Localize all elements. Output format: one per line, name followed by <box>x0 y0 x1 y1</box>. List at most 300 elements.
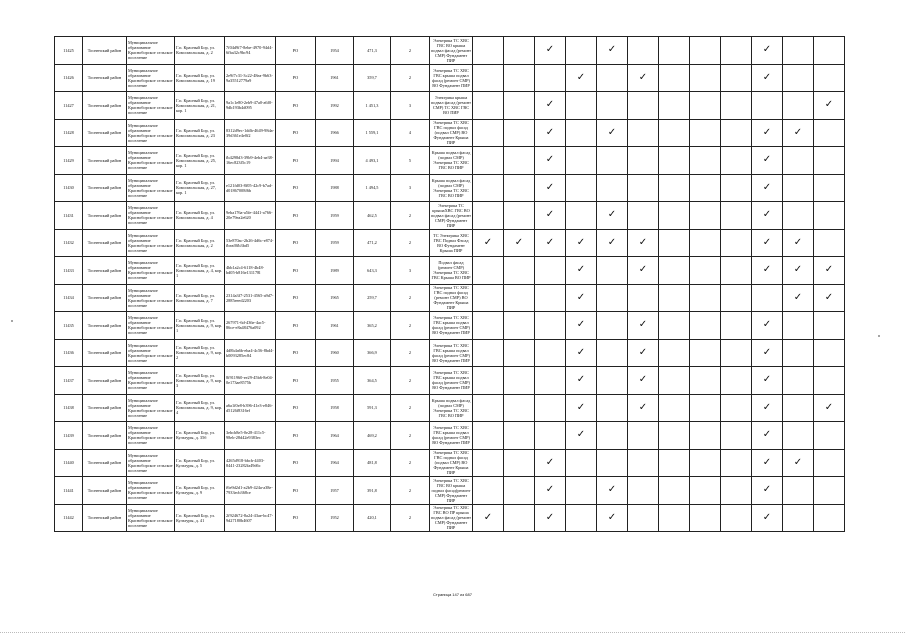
check-cell <box>473 284 504 312</box>
page-footer: Страница 147 из 687 <box>433 592 472 597</box>
check-mark-icon: ✓ <box>762 126 772 138</box>
district-cell: Тосненский район <box>83 174 127 202</box>
row-number-cell: 11439 <box>55 422 83 450</box>
check-cell <box>721 367 752 395</box>
district-cell: Тосненский район <box>83 284 127 312</box>
check-cell <box>659 449 690 477</box>
year-cell: 1959 <box>316 202 354 230</box>
works-cell: Электрика крыша подвал фасад (ремонт СМР) ТС ХВС ГВС ВО ПИР <box>430 92 473 120</box>
check-cell <box>473 477 504 505</box>
works-cell: Электрика ТС ХВС ГВС ВО крыша подвал фасад (ремонт СМР) Фундамент ПИР <box>431 37 471 63</box>
check-cell <box>504 37 535 65</box>
check-cell <box>690 477 721 505</box>
check-cell <box>659 477 690 505</box>
check-cell <box>783 422 814 450</box>
check-cell <box>752 312 783 340</box>
address-cell: Г.п. Красный Бор, ул. Комсомольская, д. 27, кор. 1 <box>175 174 225 202</box>
check-cell <box>504 312 535 340</box>
fias-id-cell: 4d8b4a6b-eba4-4c56-8bd4-b0093285ec84 <box>225 339 276 367</box>
floors-cell: 2 <box>391 64 430 92</box>
check-cell <box>690 504 721 532</box>
check-cell <box>814 229 845 257</box>
table-row <box>55 284 845 312</box>
fias-id-cell: 2f924672-8a24-43ae-bc47-9d27180b4607 <box>225 504 276 532</box>
year-cell: 1966 <box>316 119 354 147</box>
row-number-cell: 11433 <box>55 257 83 285</box>
year-cell: 1961 <box>316 64 354 92</box>
check-cell <box>659 257 690 285</box>
table-row <box>55 504 845 532</box>
owner-cell: Муниципальное образование Красноборское сельское поселение <box>127 119 175 147</box>
floors-cell: 3 <box>391 174 430 202</box>
table-row <box>55 92 845 120</box>
check-cell <box>814 202 845 230</box>
year-cell: 1958 <box>316 394 354 422</box>
check-cell <box>814 339 845 367</box>
check-cell <box>628 119 659 147</box>
check-mark-icon: ✓ <box>638 71 648 83</box>
fias-id-cell: 8312d9ec-1ddb-4649-98da-39d361e4e0f2 <box>225 119 276 147</box>
fias-id-cell: f6e9d2d1-a2b9-424a-a38e-7933ecb368ce <box>225 477 276 505</box>
row-number-cell: 11428 <box>55 119 83 147</box>
check-cell <box>690 449 721 477</box>
check-cell <box>721 202 752 230</box>
check-cell <box>659 394 690 422</box>
area-cell: 643,3 <box>354 257 391 285</box>
area-cell: 1 494,5 <box>354 174 391 202</box>
check-cell <box>473 367 504 395</box>
check-mark-icon: ✓ <box>762 264 772 276</box>
owner-cell: Муниципальное образование Красноборское сельское поселение <box>127 284 175 312</box>
type-cell: РО <box>276 394 316 422</box>
table-row <box>55 339 845 367</box>
check-mark-icon: ✓ <box>545 209 555 221</box>
floors-cell: 2 <box>391 202 430 230</box>
check-cell <box>721 449 752 477</box>
check-cell <box>597 229 628 257</box>
check-mark-icon: ✓ <box>607 484 617 496</box>
table-row <box>55 37 845 65</box>
check-mark-icon: ✓ <box>576 71 586 83</box>
check-cell <box>504 339 535 367</box>
check-cell <box>473 257 504 285</box>
works-cell: Электрика ТС ХВС ГВС крыша подвал фасад (ремонт СМР) ВО Фундамент ПИР <box>430 64 473 92</box>
district-cell: Тосненский район <box>83 339 127 367</box>
check-cell <box>659 92 690 120</box>
check-mark-icon: ✓ <box>793 236 803 248</box>
district-cell: Тосненский район <box>83 394 127 422</box>
check-mark-icon: ✓ <box>638 319 648 331</box>
year-cell: 1959 <box>316 229 354 257</box>
area-cell: 462,5 <box>354 202 391 230</box>
year-cell: 1960 <box>316 339 354 367</box>
check-cell <box>721 477 752 505</box>
check-cell <box>628 202 659 230</box>
check-mark-icon: ✓ <box>824 99 834 111</box>
check-cell <box>473 312 504 340</box>
check-cell <box>690 257 721 285</box>
works-cell: Электрика ТС ХВС ГВС ВО крыша подвал фасад(ремонт СМР) Фундамент ПИР <box>430 477 473 505</box>
floors-cell: 2 <box>391 37 430 65</box>
works-cell: Электрика ТС ХВС ГВС подвал фасад (ремонт СМР) ВО Фундамент Крыша ПИР <box>430 284 473 312</box>
row-number-cell: 11436 <box>55 339 83 367</box>
address-cell: Г.п. Красный Бор, ул. Комсомольская, д. 4 <box>175 202 225 230</box>
table-row <box>55 312 845 340</box>
check-cell <box>597 147 628 175</box>
check-cell <box>597 477 628 505</box>
check-cell <box>597 394 628 422</box>
check-cell <box>783 477 814 505</box>
owner-cell: Муниципальное образование Красноборское сельское поселение <box>127 504 175 532</box>
year-cell: 1955 <box>316 367 354 395</box>
check-cell <box>473 202 504 230</box>
check-cell <box>535 64 566 92</box>
check-mark-icon: ✓ <box>793 291 803 303</box>
check-cell <box>783 449 814 477</box>
floors-cell: 3 <box>391 257 430 285</box>
check-cell <box>597 119 628 147</box>
check-cell <box>659 339 690 367</box>
check-cell <box>566 147 597 175</box>
owner-cell: Муниципальное образование Красноборское сельское поселение <box>127 202 175 230</box>
check-cell <box>690 422 721 450</box>
owner-cell: Муниципальное образование Красноборское сельское поселение <box>127 257 175 285</box>
check-mark-icon: ✓ <box>545 181 555 193</box>
check-mark-icon: ✓ <box>638 346 648 358</box>
check-cell <box>628 312 659 340</box>
check-cell <box>814 394 845 422</box>
check-cell <box>566 202 597 230</box>
check-cell <box>566 284 597 312</box>
address-cell: Г.п. Красный Бор, ул. Комсомольская, д. 25, кор. 1 <box>175 147 225 175</box>
check-cell <box>566 312 597 340</box>
district-cell: Тосненский район <box>83 147 127 175</box>
check-cell <box>783 284 814 312</box>
check-cell <box>597 367 628 395</box>
check-cell <box>752 339 783 367</box>
address-cell: Г.п. Красный Бор, ул. Комсомольская, д. 9, кор. 4 <box>175 394 225 422</box>
address-cell: Г.п. Красный Бор, ул. Комсомольская, д. 9, кор. 1 <box>175 312 225 340</box>
check-cell <box>597 257 628 285</box>
check-cell <box>721 92 752 120</box>
check-cell <box>659 174 690 202</box>
year-cell: 1988 <box>316 174 354 202</box>
area-cell: 365,2 <box>354 312 391 340</box>
check-cell <box>597 449 628 477</box>
area-cell: 469,2 <box>354 422 391 450</box>
check-cell <box>566 174 597 202</box>
floors-cell: 2 <box>391 367 430 395</box>
check-cell <box>721 504 752 532</box>
check-cell <box>535 449 566 477</box>
works-cell: Электрика ТС ХВС ГВС подвал фасад (подвал СМР) ВО Фундамент Крыша ПИР <box>430 449 473 477</box>
check-mark-icon: ✓ <box>762 429 772 441</box>
area-cell: 391,8 <box>354 477 391 505</box>
fias-id-cell: 53e870ac-2b26-4d6c-e874-fbeaf0fb3bd5 <box>225 229 276 257</box>
works-cell: Электрика ТС ХВС ГВС крыша подвал фасад (ремонт СМР) ВО Фундамент ПИР <box>430 422 473 450</box>
check-cell <box>504 477 535 505</box>
type-cell: РО <box>276 284 316 312</box>
row-number-cell: 11440 <box>55 449 83 477</box>
check-mark-icon: ✓ <box>545 126 555 138</box>
check-mark-icon: ✓ <box>545 456 555 468</box>
row-number-cell: 11430 <box>55 174 83 202</box>
check-cell <box>597 339 628 367</box>
type-cell: РО <box>276 37 316 65</box>
check-cell <box>628 229 659 257</box>
table-row <box>55 229 845 257</box>
check-cell <box>659 37 690 65</box>
check-cell <box>690 312 721 340</box>
check-cell <box>690 284 721 312</box>
check-cell <box>783 37 814 65</box>
check-cell <box>535 202 566 230</box>
check-cell <box>628 174 659 202</box>
check-mark-icon: ✓ <box>824 291 834 303</box>
row-number-cell: 11425 <box>55 37 83 65</box>
type-cell: РО <box>276 449 316 477</box>
check-cell <box>504 202 535 230</box>
check-cell <box>690 119 721 147</box>
check-mark-icon: ✓ <box>607 236 617 248</box>
check-cell <box>690 37 721 65</box>
check-cell <box>752 202 783 230</box>
check-cell <box>473 147 504 175</box>
fias-id-cell: 4265d918-bbcb-4403-8441-23282fa49d6c <box>225 449 276 477</box>
district-cell: Тосненский район <box>83 202 127 230</box>
check-cell <box>814 449 845 477</box>
address-cell: Г.п. Красный Бор, ул. Комсомольская, д. 19 <box>175 64 225 92</box>
check-cell <box>721 257 752 285</box>
check-mark-icon: ✓ <box>576 236 586 248</box>
year-cell: 1957 <box>316 477 354 505</box>
check-mark-icon: ✓ <box>545 154 555 166</box>
check-mark-icon: ✓ <box>762 236 772 248</box>
floors-cell: 4 <box>391 119 430 147</box>
floors-cell: 5 <box>391 147 430 175</box>
area-cell: 471,3 <box>354 37 391 65</box>
check-cell <box>659 284 690 312</box>
address-cell: Г.п. Красный Бор, ул. Комсомольская, д. 7 <box>175 284 225 312</box>
district-cell: Тосненский район <box>83 422 127 450</box>
district-cell: Тосненский район <box>83 64 127 92</box>
check-cell <box>721 312 752 340</box>
check-cell <box>690 174 721 202</box>
check-cell <box>504 229 535 257</box>
check-cell <box>814 64 845 92</box>
address-cell: Г.п. Красный Бор, ул. Комсомольская, д. 2 <box>175 229 225 257</box>
district-cell: Тосненский район <box>83 37 127 65</box>
works-cell: Электрика ТС ХВС ГВС подвал фасад (подвал СМР) ВО Фундамент Крыша ПИР <box>430 119 473 147</box>
district-cell: Тосненский район <box>83 92 127 120</box>
year-cell: 1952 <box>316 504 354 532</box>
works-cell: Электрика ТС ХВС ГВС ВО ПР крыша подвал фасад (ремонт СМР) Фундамент ПИР <box>431 505 471 531</box>
check-cell <box>566 257 597 285</box>
check-cell <box>690 394 721 422</box>
row-number-cell: 11427 <box>55 92 83 120</box>
check-cell <box>535 92 566 120</box>
check-cell <box>535 37 566 65</box>
type-cell: РО <box>276 229 316 257</box>
check-cell <box>473 37 504 65</box>
check-cell <box>628 64 659 92</box>
address-cell: Г.п. Красный Бор, ул. Культуры, д. 35б <box>175 422 225 450</box>
check-mark-icon: ✓ <box>545 236 555 248</box>
check-cell <box>566 37 597 65</box>
check-cell <box>473 504 504 532</box>
owner-cell: Муниципальное образование Красноборское сельское поселение <box>127 174 175 202</box>
floors-cell: 2 <box>391 394 430 422</box>
check-cell <box>659 64 690 92</box>
check-cell <box>566 367 597 395</box>
area-cell: 1 451,3 <box>354 92 391 120</box>
check-mark-icon: ✓ <box>607 209 617 221</box>
scan-dot <box>11 320 13 322</box>
check-cell <box>504 257 535 285</box>
owner-cell: Муниципальное образование Красноборское сельское поселение <box>127 367 175 395</box>
check-mark-icon: ✓ <box>824 264 834 276</box>
owner-cell: Муниципальное образование Красноборское сельское поселение <box>127 92 175 120</box>
check-cell <box>628 257 659 285</box>
floors-cell: 2 <box>391 284 430 312</box>
check-mark-icon: ✓ <box>793 126 803 138</box>
type-cell: РО <box>276 367 316 395</box>
check-cell <box>752 394 783 422</box>
check-cell <box>504 367 535 395</box>
check-cell <box>628 422 659 450</box>
works-cell: Электрика ТС ХВС ГВС крыша подвал фасад (ремонт СМР) ВО Фундамент ПИР <box>430 339 473 367</box>
check-cell <box>597 92 628 120</box>
works-cell: Электрика ТС крышаХВС ГВС ВО подвал фасад (ремонт СМР) Фундамент ПИР <box>431 202 471 228</box>
floors-cell: 2 <box>391 477 430 505</box>
check-mark-icon: ✓ <box>607 511 617 523</box>
year-cell: 1989 <box>316 257 354 285</box>
check-mark-icon: ✓ <box>576 374 586 386</box>
check-cell <box>473 449 504 477</box>
fias-id-cell: 2e9f7c31-3c22-48ea-9b63-9a35512779a9 <box>225 64 276 92</box>
floors-cell: 2 <box>391 339 430 367</box>
check-mark-icon: ✓ <box>762 456 772 468</box>
type-cell: РО <box>276 312 316 340</box>
row-number-cell: 11437 <box>55 367 83 395</box>
type-cell: РО <box>276 92 316 120</box>
check-cell <box>690 202 721 230</box>
floors-cell: 2 <box>391 312 430 340</box>
row-number-cell: 11432 <box>55 229 83 257</box>
check-cell <box>752 64 783 92</box>
check-cell <box>814 174 845 202</box>
check-cell <box>535 174 566 202</box>
check-cell <box>504 284 535 312</box>
address-cell: Г.п. Красный Бор, ул. Комсомольская, д. 4, кор. 1 <box>175 257 225 285</box>
check-cell <box>535 284 566 312</box>
year-cell: 1954 <box>316 37 354 65</box>
check-cell <box>690 229 721 257</box>
check-cell <box>535 339 566 367</box>
check-cell <box>752 422 783 450</box>
check-mark-icon: ✓ <box>638 264 648 276</box>
check-mark-icon: ✓ <box>576 291 586 303</box>
district-cell: Тосненский район <box>83 449 127 477</box>
check-cell <box>566 477 597 505</box>
year-cell: 1992 <box>316 92 354 120</box>
address-cell: Г.п. Красный Бор, ул. Комсомольская, д. 23 <box>175 119 225 147</box>
check-cell <box>752 284 783 312</box>
check-cell <box>535 312 566 340</box>
check-cell <box>628 339 659 367</box>
check-cell <box>783 92 814 120</box>
floors-cell: 2 <box>391 422 430 450</box>
check-cell <box>690 64 721 92</box>
check-cell <box>752 229 783 257</box>
row-number-cell: 11438 <box>55 394 83 422</box>
check-cell <box>566 119 597 147</box>
row-number-cell: 11434 <box>55 284 83 312</box>
check-cell <box>690 339 721 367</box>
check-cell <box>597 504 628 532</box>
row-number-cell: 11442 <box>55 504 83 532</box>
check-cell <box>473 64 504 92</box>
table-row <box>55 202 845 230</box>
check-cell <box>783 367 814 395</box>
page-edge-divider <box>0 632 905 633</box>
check-mark-icon: ✓ <box>762 71 772 83</box>
check-cell <box>535 229 566 257</box>
check-cell <box>721 229 752 257</box>
check-cell <box>783 312 814 340</box>
type-cell: РО <box>276 147 316 175</box>
check-cell <box>721 147 752 175</box>
check-mark-icon: ✓ <box>762 209 772 221</box>
area-cell: 364,5 <box>354 367 391 395</box>
year-cell: 1961 <box>316 312 354 340</box>
check-cell <box>814 37 845 65</box>
check-cell <box>535 394 566 422</box>
check-mark-icon: ✓ <box>638 374 648 386</box>
district-cell: Тосненский район <box>83 312 127 340</box>
check-mark-icon: ✓ <box>483 236 493 248</box>
check-cell <box>473 174 504 202</box>
check-cell <box>504 394 535 422</box>
check-cell <box>783 339 814 367</box>
check-cell <box>628 92 659 120</box>
check-cell <box>659 202 690 230</box>
check-cell <box>752 92 783 120</box>
check-cell <box>566 229 597 257</box>
check-cell <box>566 449 597 477</box>
district-cell: Тосненский район <box>83 504 127 532</box>
check-cell <box>752 37 783 65</box>
check-cell <box>597 284 628 312</box>
owner-cell: Муниципальное образование Красноборское сельское поселение <box>127 147 175 175</box>
check-mark-icon: ✓ <box>762 484 772 496</box>
check-cell <box>690 147 721 175</box>
check-cell <box>566 92 597 120</box>
check-cell <box>659 229 690 257</box>
check-cell <box>597 174 628 202</box>
fias-id-cell: 9a1c1e80-2eb9-47a0-a6f0-9db193b4d095 <box>225 92 276 120</box>
check-cell <box>628 504 659 532</box>
check-cell <box>628 394 659 422</box>
row-number-cell: 11426 <box>55 64 83 92</box>
fias-id-cell: fb4298d3-39b9-4eb4-ae38-16ec823f5c19 <box>225 147 276 175</box>
check-cell <box>566 64 597 92</box>
check-mark-icon: ✓ <box>545 99 555 111</box>
check-cell <box>752 477 783 505</box>
check-mark-icon: ✓ <box>545 44 555 56</box>
check-cell <box>504 449 535 477</box>
floors-cell: 2 <box>391 229 430 257</box>
